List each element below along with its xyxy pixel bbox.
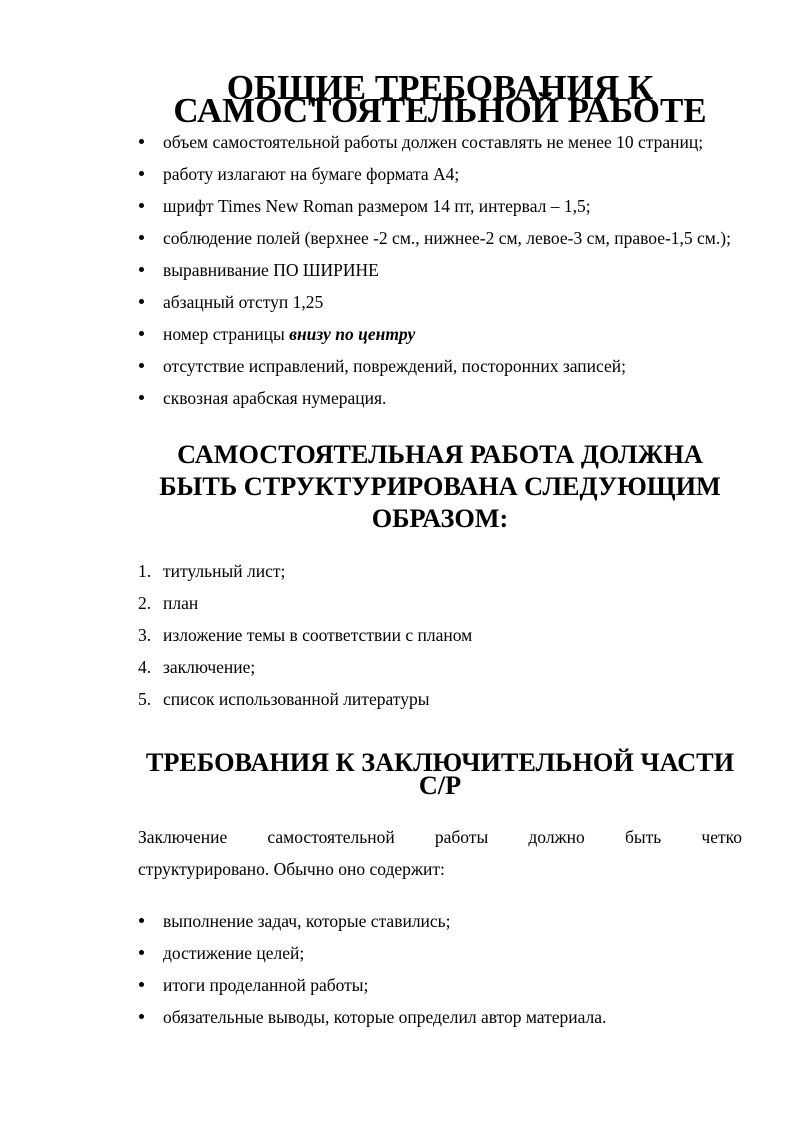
bullet-icon: [139, 171, 144, 176]
list-item-text: объем самостоятельной работы должен составлять не менее 10 страниц;: [163, 132, 704, 152]
list-item: [138, 587, 742, 619]
list-item: [138, 190, 742, 222]
list-item-emphasis: внизу по центру: [289, 324, 416, 344]
list-item: [138, 222, 742, 254]
list-item-text: заключение;: [163, 657, 256, 677]
paragraph-line: Заключение самостоятельной работы должно быть четко: [138, 827, 742, 847]
list-item-text: титульный лист;: [163, 561, 286, 581]
list-item: [138, 318, 742, 350]
list-item: [138, 350, 742, 382]
heading-line: БЫТЬ СТРУКТУРИРОВАНА СЛЕДУЮЩИМ ОБРАЗОМ:: [159, 472, 721, 533]
list-item: [138, 254, 742, 286]
bullet-icon: [139, 299, 144, 304]
bullet-icon: [139, 139, 144, 144]
list-item-text: список использованной литературы: [163, 689, 430, 709]
list-item: [138, 937, 742, 969]
list-item-number: 3.: [138, 625, 152, 645]
bullet-icon: [139, 918, 144, 923]
list-item-text: работу излагают на бумаге формата А4;: [163, 164, 460, 184]
section-heading-structure: [138, 439, 742, 535]
list-item-text: номер страницы: [163, 324, 290, 344]
bullet-icon: [139, 203, 144, 208]
heading-line: САМОСТОЯТЕЛЬНАЯ РАБОТА ДОЛЖНА: [177, 440, 703, 469]
list-item-text: отсутствие исправлений, повреждений, посторонних записей;: [163, 356, 626, 376]
list-item: [138, 969, 742, 1001]
list-item-text: абзацный отступ 1,25: [163, 292, 324, 312]
list-item: [138, 126, 742, 158]
list-item-text: обязательные выводы, которые определил автор материала.: [163, 1007, 607, 1027]
list-item-number: 4.: [138, 657, 152, 677]
list-item: [138, 158, 742, 190]
paragraph-line: структурировано. Обычно оно содержит:: [138, 859, 445, 879]
list-item: [138, 683, 742, 715]
bullet-icon: [139, 1014, 144, 1019]
list-item-text: шрифт Times New Roman размером 14 пт, интервал – 1,5;: [163, 196, 591, 216]
list-item-number: 2.: [138, 593, 152, 613]
bullet-icon: [139, 235, 144, 240]
list-item-text: план: [163, 593, 199, 613]
bullet-icon: [139, 331, 144, 336]
list-item: [138, 555, 742, 587]
general-requirements-list: [138, 126, 742, 414]
bullet-icon: [139, 363, 144, 368]
bullet-icon: [139, 982, 144, 987]
conclusion-paragraph: [138, 821, 742, 885]
list-item-text: достижение целей;: [163, 943, 305, 963]
list-item: [138, 619, 742, 651]
list-item-text: итоги проделанной работы;: [163, 975, 369, 995]
list-item: [138, 286, 742, 318]
list-item-text: сквозная арабская нумерация.: [163, 388, 387, 408]
bullet-icon: [139, 267, 144, 272]
list-item-text: выполнение задач, которые ставились;: [163, 911, 451, 931]
document-page: [138, 68, 742, 1033]
list-item: [138, 382, 742, 414]
list-item-text: выравнивание ПО ШИРИНЕ: [163, 260, 379, 280]
section-heading-general-requirements: ОБЩИЕ ТРЕБОВАНИЯ К САМОСТОЯТЕЛЬНОЙ РАБОТЕ: [173, 68, 707, 130]
list-item-number: 5.: [138, 689, 152, 709]
list-item: [138, 1001, 742, 1033]
list-item-text: изложение темы в соответствии с планом: [163, 625, 473, 645]
bullet-icon: [139, 950, 144, 955]
structure-list: [138, 555, 742, 715]
bullet-icon: [139, 395, 144, 400]
list-item: [138, 905, 742, 937]
list-item-text: соблюдение полей (верхнее -2 см., нижнее-2 см, левое-3 см, правое-1,5 см.);: [163, 228, 731, 248]
list-item-number: 1.: [138, 561, 152, 581]
conclusion-contents-list: [138, 905, 742, 1033]
section-heading-conclusion-requirements: ТРЕБОВАНИЯ К ЗАКЛЮЧИТЕЛЬНОЙ ЧАСТИ С/Р: [145, 748, 735, 800]
list-item: [138, 651, 742, 683]
